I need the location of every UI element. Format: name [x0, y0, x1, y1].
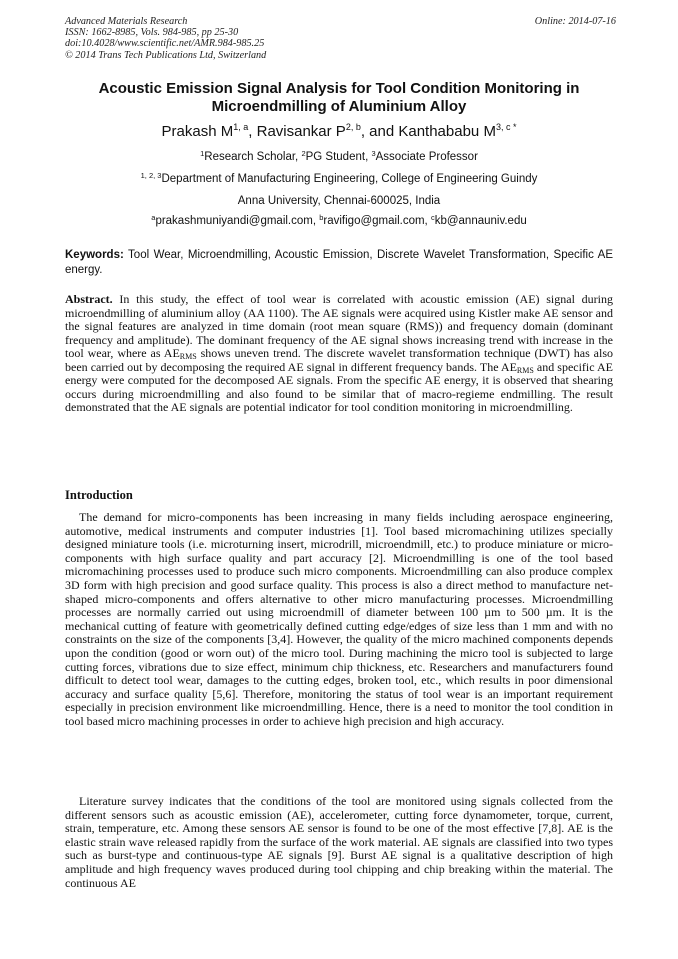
email-c: kb@annauniv.edu: [434, 215, 527, 227]
doi-line: doi:10.4028/www.scientific.net/AMR.984-985.25: [65, 38, 265, 50]
abstract-text-1: In this study, the effect of tool wear is correlated with acoustic emission (AE) signal during microendmilling of aluminium alloy (AA 1100). The AE signals were acquired using Kistler make AE sensor and the signal features are analyzed in time domain (root mean square (RMS)) and frequency domain (dominant frequency and amplitude). The dominant frequency of the AE signal shows increasing trend with increase in the tool wear, where as AE: [65, 292, 613, 360]
abstract-subscript-1: RMS: [179, 352, 197, 361]
role-2-marker: 2: [301, 149, 306, 158]
introduction-paragraph-1: The demand for micro-components has been increasing in many fields including aerospace engineering, automotive, medical instruments and computer industries [1]. Tool based micromachining utilizes specially designed miniature tools (i.e. microturning insert, microdrill, microendmill, etc.) to produce miniature or micro-components with high surface quality and part accuracy [2]. Microendmilling is one of the tool based micromachining processes used to produce such micro components. Microendmilling can also produce complex 3D form with high precision and good surface quality. This process is also a direct method to manufacture net-shaped micro-components and offers alternative to other micro manufacturing processes. Microendmilling processes are normally carried out using microendmill of diameter between 100 µm to 500 µm. It is the mechanical cutting of feature with geometrically defined cutting edge/edges of size less than 1 mm and with no constraints on the size of the components [3,4]. However, the quality of the micro machined components depends upon the condition (good or worn out) of the micro tool. During machining the micro tool is subjected to large cutting forces, vibrations due to size effect, minimum chip thickness, etc. Researchers and manufacturers found difficult to detect tool wear, damages to the cutting edges, broken tool, etc., which results in poor dimensional accuracy and surface quality [5,6]. Therefore, monitoring the status of tool wear is an important requirement especially in precision environment like microendmilling. Hence, there is a need to monitor the tool condition in tool based micro machining processes in order to achieve high precision and high accuracy.: [65, 510, 613, 728]
email-a: prakashmuniyandi@gmail.com,: [155, 215, 320, 227]
author-1-name: Prakash M: [161, 123, 234, 140]
email-line: [60, 214, 618, 228]
university-line: Anna University, Chennai-600025, India: [237, 195, 441, 207]
department-line: [60, 172, 618, 186]
abstract-subscript-2: RMS: [516, 365, 534, 375]
author-3-name: Kanthababu M: [398, 123, 496, 140]
author-3-marker: 3, c *: [495, 122, 517, 132]
keywords-text: Tool Wear, Microendmilling, Acoustic Emission, Discrete Wavelet Transformation, Specific AE energy.: [65, 249, 613, 276]
copyright-line: © 2014 Trans Tech Publications Ltd, Switzerland: [65, 49, 267, 61]
author-2-name: Ravisankar P: [256, 123, 346, 140]
abstract-text-3: and specific AE energy were computed for the decomposed AE signals. From the specific AE energy, it is observed that shearing occurs during microendmilling and also found to be similar that of macro-regieme endmilling. The result demonstrated that the AE signals are potential indicator for tool condition monitoring in microendmilling.: [65, 359, 613, 414]
issn-line: ISSN: 1662-8985, Vols. 984-985, pp 25-30: [65, 27, 239, 39]
role-1: Research Scholar,: [204, 151, 302, 163]
author-roles: [60, 150, 618, 164]
email-a-marker: a: [151, 213, 156, 222]
email-b: ravifigo@gmail.com,: [323, 215, 431, 227]
keywords-block: [65, 248, 613, 278]
title-line-1: Acoustic Emission Signal Analysis for Tool Condition Monitoring in: [98, 80, 580, 97]
title-line-2: Microendmilling of Aluminium Alloy: [211, 98, 467, 115]
introduction-paragraph-2: Literature survey indicates that the conditions of the tool are monitored using signals collected from the different sensors such as acoustic emission (AE), accelerometer, cutting force dynamometer, torque, current, strain, temperature, etc. Among these sensors AE sensor is found to be one of the most effective [7,8]. AE is the elastic strain wave released rapidly from the surface of the work material. AE signals are classified into two types such as burst-type and continuous-type AE signals [9]. Burst AE signal is a qualitative description of high amplitude and high frequency waves produced during tool chipping and chip breaking within the material. The continuous AE: [65, 794, 613, 890]
abstract-block: [65, 293, 613, 415]
author-list: [60, 123, 618, 141]
author-1-marker: 1, a: [233, 122, 249, 132]
journal-header: [65, 16, 266, 61]
role-3-marker: 3: [371, 149, 376, 158]
introduction-heading: Introduction: [65, 488, 133, 502]
email-c-marker: c: [430, 213, 435, 222]
journal-name: Advanced Materials Research: [65, 16, 188, 27]
abstract-text-2: shows uneven trend. The discrete wavelet transformation technique (DWT) has also been carried out by decomposing the required AE signal in different frequency bands. The AE: [65, 346, 613, 374]
author-2-marker: 2, b: [345, 122, 361, 132]
role-2: PG Student,: [305, 151, 372, 163]
department-marker: 1, 2, 3: [140, 171, 162, 180]
online-date: Online: 2014-07-16: [534, 16, 616, 27]
role-3: Associate Professor: [375, 151, 478, 163]
author-separator-1: ,: [248, 123, 257, 140]
paper-title: [60, 80, 618, 116]
abstract-label: Abstract.: [65, 292, 113, 306]
keywords-label: Keywords:: [65, 249, 124, 261]
email-b-marker: b: [319, 213, 324, 222]
role-1-marker: 1: [200, 149, 205, 158]
department-name: Department of Manufacturing Engineering, College of Engineering Guindy: [161, 173, 538, 185]
author-separator-2: , and: [360, 123, 399, 140]
